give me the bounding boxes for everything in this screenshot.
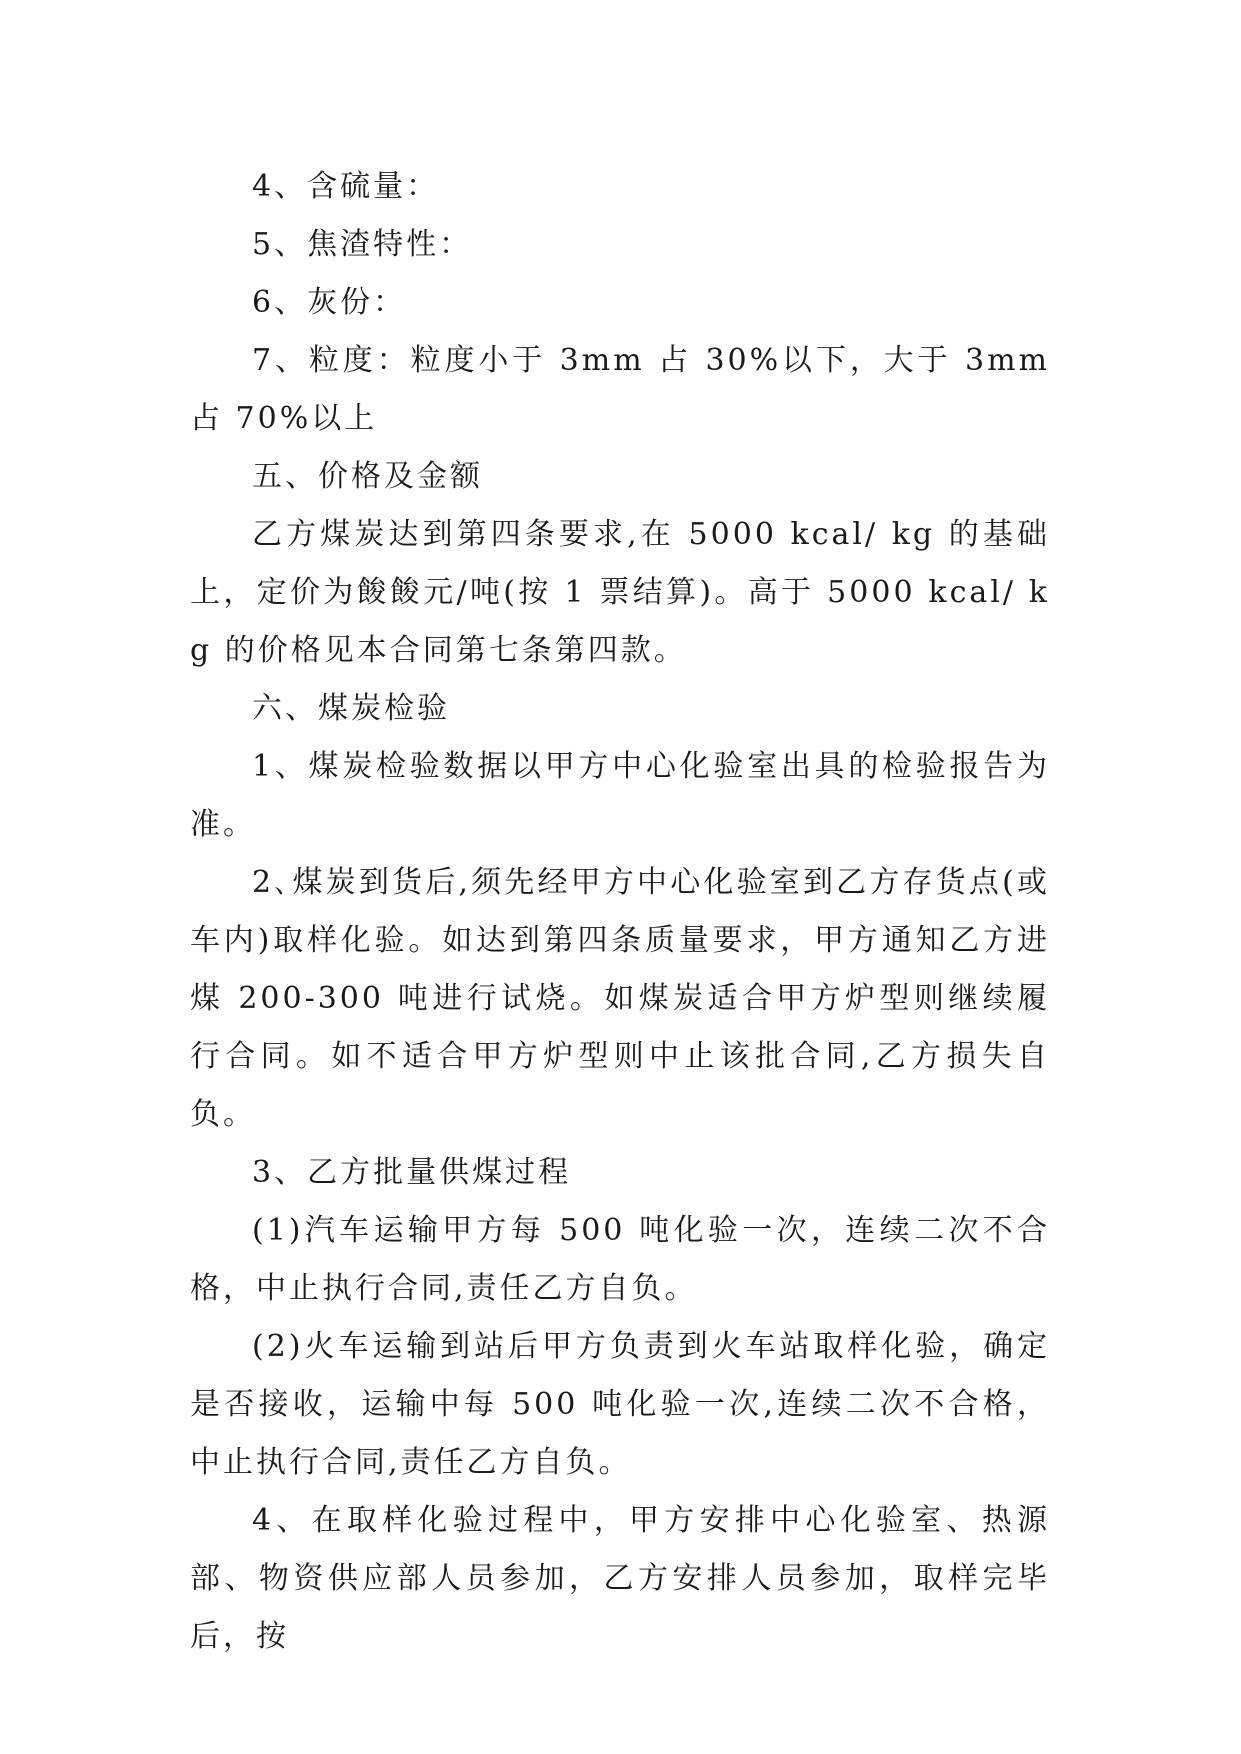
inspection-item-2: 2､煤炭到货后,须先经甲方中心化验室到乙方存货点(或车内)取样化验。如达到第四条质量要求，甲方通知乙方进煤 200-300 吨进行试烧。如煤炭适合甲方炉型则继续履行合同。如不适合甲方炉型则中止该批合同,乙方损失自负。 xyxy=(190,865,1050,1132)
item-coke-residue: 5、焦渣特性： xyxy=(252,227,473,262)
inspection-item-1: 1、煤炭检验数据以甲方中心化验室出具的检验报告为准。 xyxy=(190,749,1050,842)
document-body xyxy=(190,158,1050,1666)
section-heading-price: 五、价格及金额 xyxy=(252,459,483,494)
item-sulfur-content: 4、含硫量： xyxy=(252,169,440,204)
inspection-subitem-train: (2)火车运输到站后甲方负责到火车站取样化验，确定是否接收，运输中每 500 吨化验一次,连续二次不合格，中止执行合同,责任乙方自负。 xyxy=(190,1329,1050,1480)
inspection-subitem-truck: (1)汽车运输甲方每 500 吨化验一次，连续二次不合格，中止执行合同,责任乙方自负。 xyxy=(190,1213,1050,1306)
section-heading-inspection: 六、煤炭检验 xyxy=(252,691,450,726)
price-paragraph: 乙方煤炭达到第四条要求,在 5000 kcal/ kg 的基础上，定价为餕餕元/吨(按 1 票结算)。高于 5000 kcal/ kg 的价格见本合同第七条第四款。 xyxy=(190,517,1050,668)
inspection-item-3-heading: 3、乙方批量供煤过程 xyxy=(252,1155,572,1190)
inspection-item-4: 4、在取样化验过程中，甲方安排中心化验室、热源部、物资供应部人员参加，乙方安排人员参加，取样完毕后，按 xyxy=(190,1503,1050,1654)
item-particle-size: 7、粒度：粒度小于 3mm 占 30%以下，大于 3mm 占 70%以上 xyxy=(190,343,1050,436)
item-ash-content: 6、灰份： xyxy=(252,285,407,320)
